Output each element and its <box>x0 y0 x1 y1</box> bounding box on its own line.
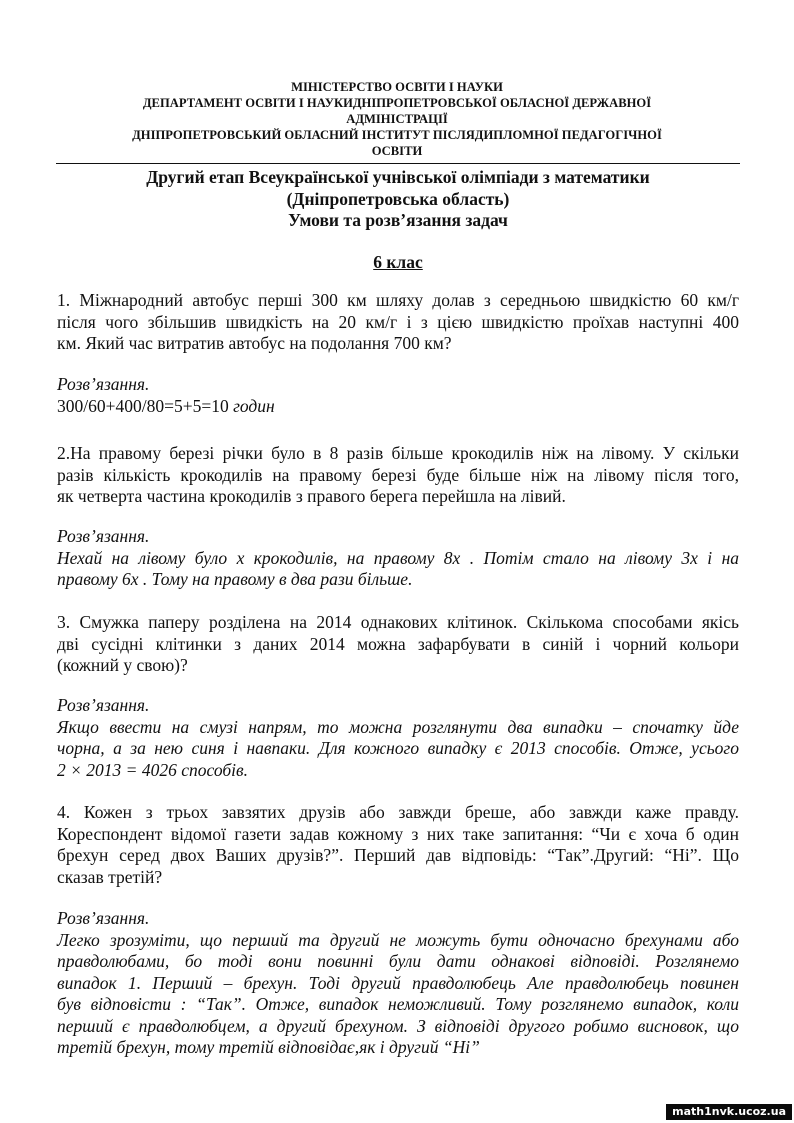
text-line: 1. Міжнародний автобус перші 300 км шляху долав з середньою швидкістю 60 км/г <box>57 290 739 310</box>
solution-line: був відповісти : “Так”. Отже, випадок неможливий. Тому розглянемо випадок, коли <box>57 994 739 1014</box>
text-line: км. Який час витратив автобус на подолання 700 км? <box>57 333 452 353</box>
problem-2-question <box>57 443 739 508</box>
text-line: 4. Кожен з трьох завзятих друзів або завжди бреше, або завжди каже правду. <box>57 802 739 822</box>
header-divider <box>56 163 740 164</box>
problem-3-question <box>57 612 739 677</box>
header-line: АДМІНІСТРАЦІЇ <box>346 112 448 126</box>
text-line: (кожний у свою)? <box>57 655 188 675</box>
solution-line: 2 × 2013 = 4026 способів. <box>57 759 248 780</box>
solution-line: Нехай на лівому було x крокодилів, на правому 8x . Потім стало на лівому 3x і на <box>57 547 739 568</box>
solution-unit: годин <box>233 395 275 416</box>
ministry-header <box>56 79 738 159</box>
problem-4-solution <box>57 908 739 1059</box>
solution-line: чорна, а за нею синя і навпаки. Для кожного випадку є 2013 способів. Отже, усього <box>57 738 739 758</box>
text-line: Кореспондент відомої газети задав кожному з них таке запитання: “Чи є хоча б один <box>57 823 739 844</box>
solution-label: Розв’язання. <box>57 908 150 928</box>
title-line: Другий етап Всеукраїнської учнівської олімпіади з математики <box>146 167 650 187</box>
problem-1-solution <box>57 374 739 417</box>
solution-formula: 300/60+400/80=5+5=10 <box>57 395 229 416</box>
document-title <box>56 167 740 232</box>
header-line: МІНІСТЕРСТВО ОСВІТИ І НАУКИ <box>291 80 503 94</box>
solution-label: Розв’язання. <box>57 374 150 394</box>
text-line: дві сусідні клітинки з даних 2014 можна зафарбувати в синій і чорний кольори <box>57 633 739 654</box>
solution-label: Розв’язання. <box>57 526 150 546</box>
solution-line: Якщо ввести на смузі напрям, то можна розглянути два випадки – спочатку йде <box>57 716 739 737</box>
problem-3-solution <box>57 695 739 781</box>
solution-line: третій брехун, тому третій відповідає,як і другий “Ні” <box>57 1037 480 1057</box>
solution-label: Розв’язання. <box>57 695 150 715</box>
solution-line: правому 6x . Тому на правому в два рази більше. <box>57 569 413 589</box>
text-line: 3. Смужка паперу розділена на 2014 однакових клітинок. Скількома способами якісь <box>57 612 739 632</box>
text-line: 2.На правому березі річки було в 8 разів більше крокодилів ніж на лівому. У скільки <box>57 443 739 463</box>
site-watermark: math1nvk.ucoz.ua <box>666 1104 792 1120</box>
grade-label: 6 клас <box>373 252 423 272</box>
solution-line <box>57 396 739 418</box>
text-line: разів кількість крокодилів на правому березі буде більше ніж на лівому після того, <box>57 464 739 485</box>
text-line: після чого збільшив швидкість на 20 км/г і з цією швидкістю проїхав наступні 400 <box>57 311 739 332</box>
solution-line: перший є правдолюбцем, а другий брехуном. З відповіді другого робимо висновок, що <box>57 1015 739 1036</box>
title-line: Умови та розв’язання задач <box>288 210 508 230</box>
header-line: ДНІПРОПЕТРОВСЬКИЙ ОБЛАСНИЙ ІНСТИТУТ ПІСЛЯДИПЛОМНОЇ ПЕДАГОГІЧНОЇ <box>132 128 662 142</box>
problem-1-question <box>57 290 739 355</box>
text-line: сказав третій? <box>57 866 163 887</box>
header-line: ОСВІТИ <box>371 144 423 158</box>
problem-4-question <box>57 802 739 888</box>
text-line: брехун серед двох Ваших друзів?”. Перший дав відповідь: “Так”.Другий: “Ні”. Що <box>57 845 739 865</box>
solution-line: правдолюбами, бо тоді вони повинні були дати однакові відповіді. Розглянемо <box>57 951 739 971</box>
title-line: (Дніпропетровська область) <box>286 188 510 209</box>
solution-line: випадок 1. Перший – брехун. Тоді другий правдолюбець Але правдолюбець повинен <box>57 972 739 993</box>
grade-heading <box>56 252 740 273</box>
solution-line: Легко зрозуміти, що перший та другий не можуть бути одночасно брехунами або <box>57 929 739 950</box>
text-line: як четверта частина крокодилів з правого берега перейшла на лівий. <box>57 486 566 506</box>
problem-2-solution <box>57 526 739 591</box>
header-line: ДЕПАРТАМЕНТ ОСВІТИ І НАУКИДНІПРОПЕТРОВСЬКОЇ ОБЛАСНОЇ ДЕРЖАВНОЇ <box>142 96 652 110</box>
